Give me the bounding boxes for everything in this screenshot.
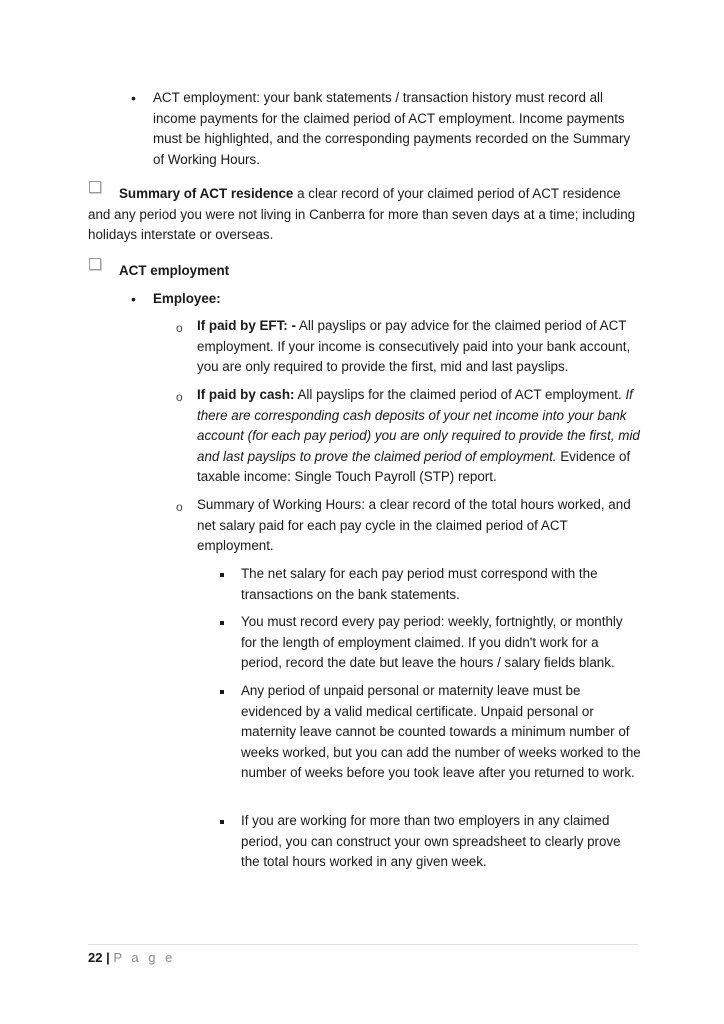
employment-checkbox-icon[interactable] bbox=[89, 258, 101, 270]
cash-paragraph bbox=[197, 385, 641, 488]
page-footer bbox=[88, 948, 175, 969]
square-bullet-icon bbox=[220, 573, 224, 577]
point-net-salary: The net salary for each pay period must correspond with the transactions on the bank statements. bbox=[241, 566, 598, 602]
residence-text: a clear record of your claimed period of ACT residence and any period you were not living in Canberra for more than seven days at a time; including holidays interstate or overseas. bbox=[88, 186, 636, 243]
employee-label: Employee: bbox=[153, 291, 221, 306]
page-number: 22 bbox=[88, 950, 103, 965]
bank-statement-requirement: ACT employment: your bank statements / transaction history must record all income payments for the claimed period of ACT employment. Income payments must be highlighted, and the corresponding payments recorded on the Summary of Working Hours. bbox=[153, 90, 631, 167]
square-bullet-icon bbox=[220, 820, 224, 824]
footer-separator: | bbox=[106, 950, 110, 965]
eft-text: All payslips or pay advice for the claimed period of ACT employment. If your income is consecutively paid into your bank account, you are only required to provide the first, mid and last payslips. bbox=[197, 318, 631, 375]
bullet-dot: • bbox=[131, 90, 136, 106]
residence-paragraph bbox=[88, 184, 640, 246]
circle-bullet-icon: o bbox=[176, 321, 183, 335]
point-unpaid-leave: Any period of unpaid personal or maternity leave must be evidenced by a valid medical certificate. Unpaid personal or maternity leave cannot be counted towards a minimum number of weeks worked, but you can add the number of weeks worked to the number of weeks before you took leave after you returned to work. bbox=[241, 683, 641, 781]
square-bullet-icon bbox=[220, 690, 224, 694]
circle-bullet-icon: o bbox=[176, 500, 183, 514]
footer-divider bbox=[88, 944, 638, 945]
cash-italic-note: If there are corresponding cash deposits of your net income into your bank account (for each pay period) you are only required to provide the first, mid and last payslips to prove the claimed period of employment. bbox=[197, 387, 640, 464]
cash-text: All payslips for the claimed period of ACT employment. bbox=[294, 387, 626, 402]
square-bullet-icon bbox=[220, 621, 224, 625]
employment-heading: ACT employment bbox=[119, 263, 230, 278]
working-hours-summary: Summary of Working Hours: a clear record of the total hours worked, and net salary paid for each pay cycle in the claimed period of ACT employment. bbox=[197, 497, 631, 554]
eft-paragraph bbox=[197, 316, 641, 378]
bullet-dot: • bbox=[131, 291, 136, 307]
page-label: P a g e bbox=[113, 950, 176, 965]
cash-label: If paid by cash: bbox=[197, 387, 295, 402]
point-record-pay-period: You must record every pay period: weekly, fortnightly, or monthly for the length of employment claimed. If you didn't work for a period, record the date but leave the hours / salary fields blank. bbox=[241, 614, 623, 671]
point-multiple-employers: If you are working for more than two employers in any claimed period, you can construct your own spreadsheet to clearly prove the total hours worked in any given week. bbox=[241, 813, 621, 870]
circle-bullet-icon: o bbox=[176, 390, 183, 404]
residence-heading: Summary of ACT residence bbox=[119, 186, 294, 201]
eft-label: If paid by EFT: - bbox=[197, 318, 296, 333]
cash-tail: Evidence of taxable income: Single Touch Payroll (STP) report. bbox=[197, 448, 631, 485]
